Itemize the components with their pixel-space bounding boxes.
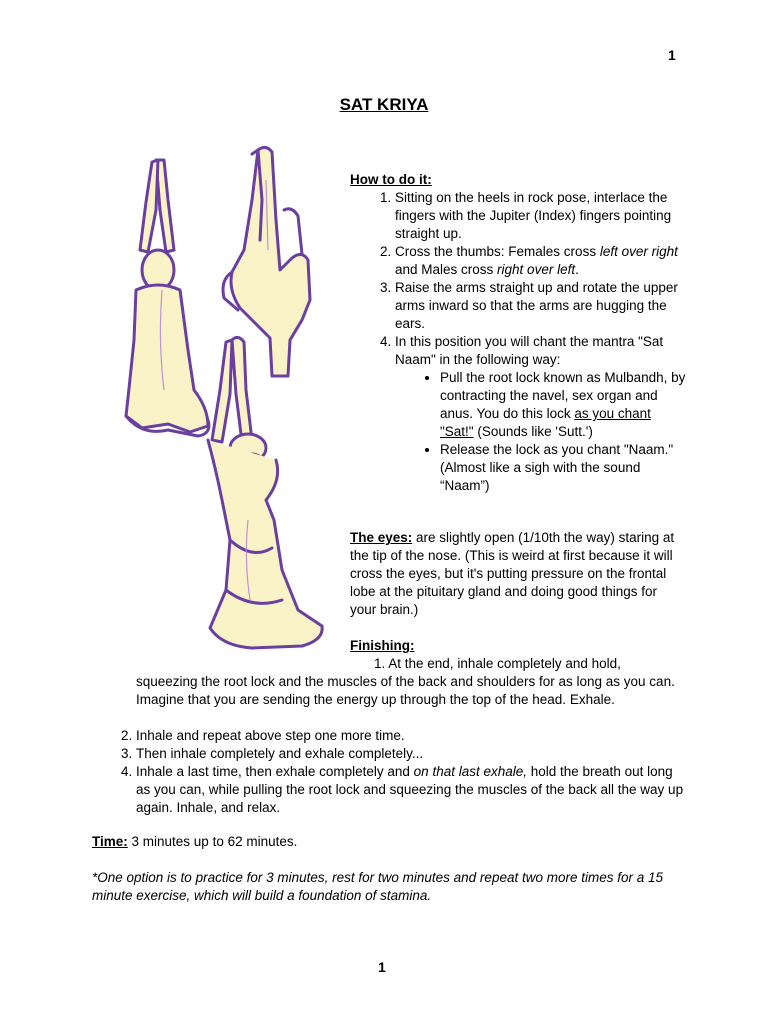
- finishing-step-1: [136, 655, 684, 709]
- bullet1-part2: (Sounds like 'Sutt.'): [473, 424, 593, 439]
- page-number-bottom: 1: [378, 959, 386, 975]
- page-title: SAT KRIYA: [339, 95, 429, 114]
- finishing-step-3: 3. Then inhale completely and exhale completely...: [136, 745, 688, 763]
- seated-figure-large: [208, 337, 322, 648]
- how-to-step-2: [395, 243, 686, 279]
- time-heading: Time:: [92, 834, 128, 849]
- bullet1-part1: Pull the root lock known as Mulbandh, by contracting the navel, sex organ and anus. You do this lock: [440, 370, 686, 421]
- step2-part1: Cross the thumbs: Females cross: [395, 244, 600, 259]
- practice-note: *One option is to practice for 3 minutes, rest for two minutes and repeat two more times for a 15 minute exercise, which will build a foundation of stamina.: [92, 870, 664, 903]
- chant-bullet-naam: • Release the lock as you chant "Naam." (Almost like a sigh with the sound “Naam”): [440, 441, 686, 495]
- sat-kriya-illustration: [112, 140, 340, 660]
- step2-part3: .: [575, 262, 579, 277]
- finishing-step-1-rest: squeezing the root lock and the muscles of the back and shoulders for as long as you can. Imagine that you are sending the energy up through the top of the head. Exhale.: [136, 674, 675, 707]
- eyes-paragraph: [350, 529, 686, 619]
- finishing-heading: Finishing:: [350, 638, 415, 653]
- step2-italic-males: right over left: [497, 262, 576, 277]
- step4-text: In this position you will chant the mantra "Sat Naam" in the following way:: [395, 334, 664, 367]
- how-to-heading: How to do it:: [350, 172, 432, 187]
- bullet1-underline: as you chant "Sat!": [440, 406, 651, 439]
- page-number-top: 1: [668, 47, 676, 63]
- how-to-section: [350, 171, 686, 495]
- eyes-text: are slightly open (1/10th the way) staring at the tip of the nose. (This is weird at first because it will cross the eyes, but it's putting pressure on the frontal lobe at the pituitary gland and doing good things for your brain.): [350, 530, 675, 617]
- seated-figure-small: [126, 160, 209, 436]
- how-to-step-3: 3. Raise the arms straight up and rotate the upper arms inward so that the arms are hugging the ears.: [395, 279, 686, 333]
- how-to-step-1: 1. Sitting on the heels in rock pose, interlace the fingers with the Jupiter (Index) fingers pointing straight up.: [395, 189, 686, 243]
- chant-bullets: [395, 369, 686, 495]
- chant-bullet-sat: [440, 369, 686, 441]
- finishing-steps-rest: [112, 727, 688, 817]
- time-paragraph: [92, 833, 297, 851]
- step2-part2: and Males cross: [395, 262, 498, 277]
- fin4-part2: hold the breath out long as you can, while pulling the root lock and squeezing the muscles of the back all the way up again. Inhale, and relax.: [136, 764, 684, 815]
- fin4-part1: Inhale a last time, then exhale completely and: [136, 764, 414, 779]
- finishing-step-1-lead: 1. At the end, inhale completely and hold,: [374, 656, 621, 671]
- how-to-steps: [350, 189, 686, 495]
- how-to-step-4: [395, 333, 686, 495]
- time-text: 3 minutes up to 62 minutes.: [127, 834, 298, 849]
- step2-italic-females: left over right: [599, 244, 678, 259]
- finishing-step-2: 2. Inhale and repeat above step one more time.: [136, 727, 688, 745]
- fin4-italic: on that last exhale,: [413, 764, 527, 779]
- eyes-heading: The eyes:: [350, 530, 413, 545]
- finishing-list: [112, 727, 688, 817]
- finishing-step-4: [136, 763, 688, 817]
